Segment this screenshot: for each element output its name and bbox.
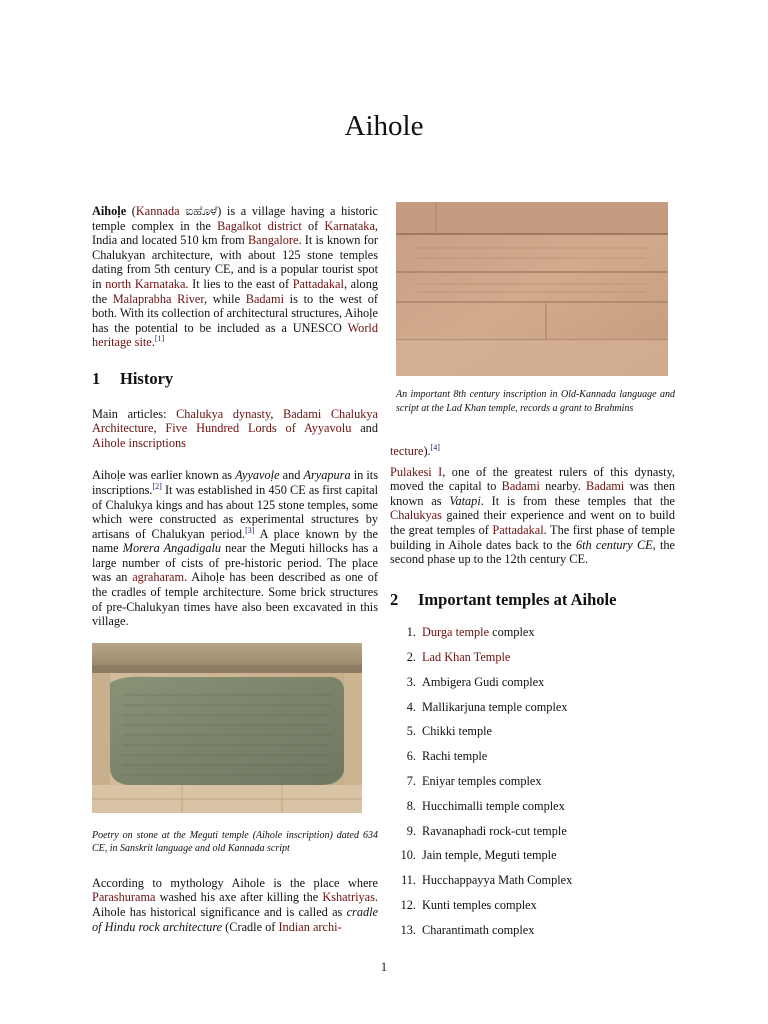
text: , while [203, 291, 246, 306]
link-parashurama[interactable]: Parashurama [92, 890, 156, 905]
ref-2[interactable]: [2] [152, 481, 162, 491]
text: near the Meguti hillocks has a large number of cists of pre-historic period. The place was an [92, 541, 378, 585]
list-item [390, 749, 675, 764]
text: . It lies to the east of [185, 276, 293, 291]
text: . Aihole has historical significance and is called as [92, 890, 378, 920]
text: A place known by the name [92, 526, 378, 556]
link-pulakesi[interactable]: Pulakesi I [390, 464, 443, 479]
link-karnataka[interactable]: Karnataka [324, 218, 375, 233]
list-item [390, 848, 675, 863]
link-chalukyas[interactable]: Chalukyas [390, 508, 442, 523]
intro-term: Aihoḷe [92, 204, 127, 218]
text: , one of the greatest rulers of this dynasty, moved the capital to [390, 464, 675, 494]
list-item [390, 650, 675, 665]
ref-3[interactable]: [3] [245, 525, 255, 535]
temple-name: Charantimath complex [422, 922, 535, 937]
text: is to the west of both. With its collection of architectural structures, Aihoḷe has the potential to be included as a UNESCO [92, 291, 379, 335]
list-number: 4. [406, 699, 416, 714]
italic-text: Morera Angadigalu [122, 541, 222, 556]
italic-text: Vatapi [449, 493, 481, 508]
list-number: 1. [406, 625, 416, 640]
link-badami-3[interactable]: Badami [586, 479, 625, 494]
link-bagalkot[interactable]: Bagalkot district [217, 218, 302, 233]
text: and [279, 468, 304, 483]
text: It was established in 450 CE as first capital of Chalukya kings and has about 125 stone temples, some which were constructed as experimental structures by artisans of Chalukyan period. [92, 482, 378, 541]
temple-name: Rachi temple [422, 749, 488, 764]
list-item [390, 873, 675, 888]
continued-text [390, 444, 675, 459]
link-badami-architecture[interactable]: Badami Chalukya Architecture [92, 406, 378, 436]
temple-name: Chikki temple [422, 724, 493, 739]
section-number: 2 [390, 589, 399, 609]
temple-link[interactable]: Lad Khan Temple [422, 650, 511, 665]
text: ). [423, 444, 431, 458]
italic-text: 6th century CE [575, 537, 653, 552]
list-item [390, 799, 675, 814]
text: . It is known for Chalukyan architecture, with about 125 stone temples dating from 5th century CE, and is a popular tourist spot in [92, 233, 378, 291]
temple-name: complex [489, 625, 535, 640]
temple-name: Hucchimalli temple complex [422, 798, 565, 813]
list-item [390, 774, 675, 789]
link-architecture[interactable]: tecture [390, 444, 424, 458]
text: . It is from these temples that the [480, 493, 675, 508]
text: washed his axe after killing the [155, 890, 323, 905]
text: . Aihoḷe has been described as one of the cradles of temple architecture. Some brick structures of pre-Chalukyan times have also been excavated in this village. [92, 570, 378, 629]
link-agraharam[interactable]: agraharam [132, 570, 185, 585]
list-item [390, 675, 675, 690]
list-number: 11. [401, 873, 416, 888]
text: According to mythology Aihole is the place where [92, 875, 378, 890]
temple-name: Mallikarjuna temple complex [422, 699, 568, 714]
left-column [92, 204, 378, 946]
list-item [390, 824, 675, 839]
link-indian-architecture[interactable]: Indian archi- [278, 919, 342, 934]
list-item [390, 700, 675, 715]
list-item [390, 898, 675, 913]
text: nearby. [539, 479, 587, 494]
section-title: Important temples at Aihole [418, 589, 617, 609]
text: is a village having a historic temple complex in the [92, 204, 378, 233]
temple-name: Kunti temples complex [422, 897, 537, 912]
meguti-inscription-image[interactable] [92, 643, 362, 813]
text: , along the [92, 276, 379, 306]
text: gained their experience and went on to build the great temples of [390, 508, 675, 537]
link-north-karnataka[interactable]: north Karnataka [105, 276, 186, 291]
temple-list [390, 625, 675, 937]
text: in its inscriptions. [92, 468, 378, 497]
history-heading [92, 368, 378, 388]
link-bangalore[interactable]: Bangalore [247, 233, 299, 248]
section-title: History [120, 368, 174, 388]
text: of [301, 218, 325, 233]
link-badami[interactable]: Badami [245, 291, 284, 306]
mythology-paragraph [92, 876, 378, 934]
temples-heading [390, 589, 675, 609]
sep: , [153, 421, 166, 436]
temple-name: Ambigera Gudi complex [422, 674, 545, 689]
list-item [390, 724, 675, 739]
list-number: 2. [406, 650, 416, 665]
temple-name: Jain temple, Meguti temple [422, 848, 557, 863]
italic-text: Aryapura [303, 468, 351, 483]
italic-text: cradle of Hindu rock architecture [92, 905, 378, 934]
meguti-figure [92, 643, 378, 856]
section-number: 1 [92, 368, 101, 388]
main-articles-label: Main articles: [92, 406, 177, 421]
list-number: 8. [406, 798, 416, 813]
intro-paragraph: Aihoḷe (Kannada ಐಹೊಳೆ) is a village having a historic temple complex in the Bagalkot district of Karnataka, India and located 510 km from Bangalore. It is known for Chalukyan architecture, with about 125 stone temples dating from 5th century CE, and is a popular tourist spot in north Karnataka. It lies to the east of Pattadakal, along the Malaprabha River, while Badami is to the west of both. With its collection of architectural structures, Aihoḷe has the potential to be included as a UNESCO World heritage site.[1] [92, 204, 379, 350]
text: , the second phase up to the 12th century CE. [390, 537, 676, 567]
sep: , [270, 406, 283, 421]
page-number: 1 [380, 960, 388, 974]
list-number: 10. [400, 848, 416, 863]
list-number: 3. [406, 674, 416, 689]
text: . The first phase of temple building in Aihole dates back to the [390, 522, 675, 552]
temple-link[interactable]: Durga temple [422, 625, 490, 640]
meguti-caption: Poetry on stone at the Meguti temple (Aihole inscription) dated 634 CE, in Sanskrit language and old Kannada script [92, 829, 378, 855]
page-title: Aihole [344, 110, 424, 142]
link-badami-2[interactable]: Badami [501, 479, 540, 494]
list-number: 13. [400, 922, 416, 937]
list-number: 5. [406, 724, 416, 739]
text: (Cradle of [222, 919, 279, 934]
temple-name: Eniyar temples complex [422, 774, 542, 789]
ref-1[interactable]: [1] [154, 334, 165, 344]
link-pattadakal-2[interactable]: Pattadakal [492, 522, 544, 537]
list-item [390, 625, 675, 640]
temple-name: Ravanaphadi rock-cut temple [422, 823, 567, 838]
ref-4[interactable]: [4] [430, 442, 440, 452]
link-aihole-inscriptions[interactable]: Aihole inscriptions [92, 435, 186, 450]
text: , India and located 510 km from [92, 218, 378, 248]
list-number: 7. [406, 774, 416, 789]
link-malaprabha[interactable]: Malaprabha River [112, 291, 204, 306]
link-pattadakal[interactable]: Pattadakal [292, 276, 344, 291]
link-chalukya-dynasty[interactable]: Chalukya dynasty [176, 406, 271, 421]
list-item [390, 923, 675, 938]
list-number: 9. [406, 823, 416, 838]
lad-khan-inscription-image[interactable] [396, 202, 668, 376]
text: was then known as [390, 479, 675, 508]
text: . [151, 335, 155, 350]
list-number: 12. [400, 897, 416, 912]
lad-khan-caption: An important 8th century inscription in Old-Kannada language and script at the Lad Khan temple, records a grant to Brahmins [396, 389, 675, 414]
temple-name: Hucchappayya Math Complex [422, 873, 573, 888]
link-world-heritage[interactable]: World heritage site [92, 320, 378, 350]
list-number: 6. [406, 749, 416, 764]
sep: and [351, 421, 378, 436]
right-column [390, 202, 675, 948]
link-five-hundred-lords[interactable]: Five Hundred Lords of Ayyavolu [165, 421, 352, 436]
italic-text: Ayyavoḷe [235, 468, 280, 483]
history-paragraph [92, 468, 378, 629]
main-articles [92, 407, 378, 451]
kannada-script: ಐಹೊಳೆ [185, 204, 218, 218]
link-kshatriyas[interactable]: Kshatriyas [322, 890, 375, 905]
text: Aihoḷe was earlier known as [92, 468, 236, 483]
link-kannada[interactable]: Kannada [135, 204, 180, 218]
lad-khan-figure [396, 202, 675, 415]
pulakesi-paragraph [390, 465, 675, 567]
